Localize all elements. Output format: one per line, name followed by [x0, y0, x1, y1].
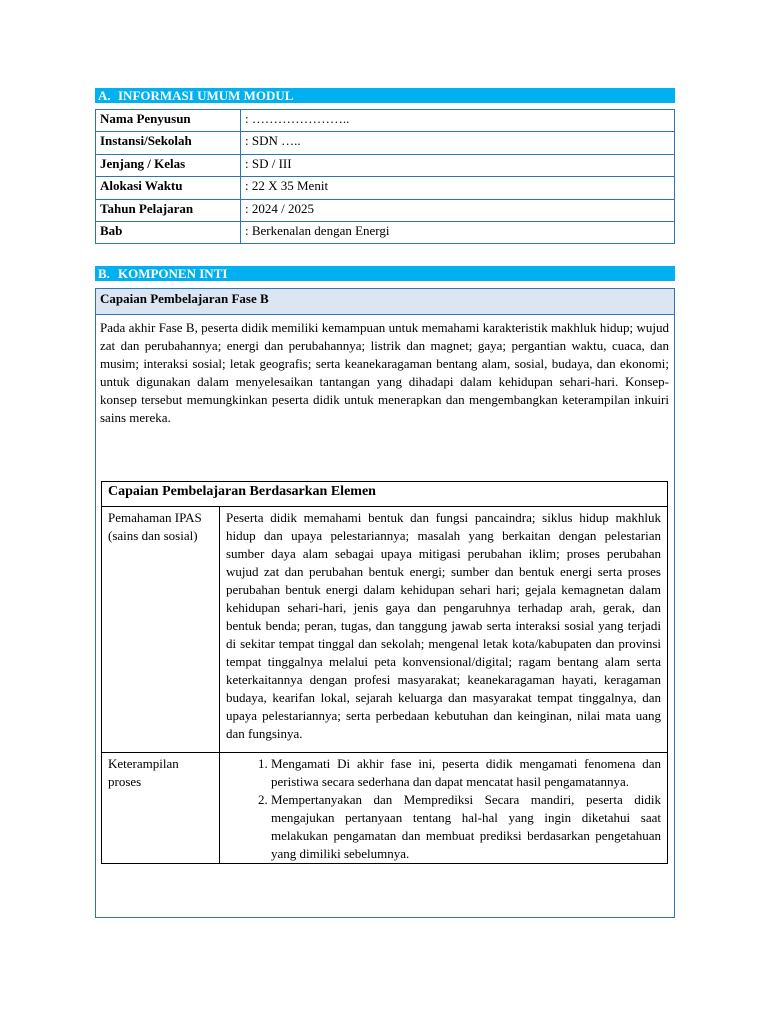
- info-value: : 2024 / 2025: [241, 199, 675, 221]
- section-a-number: A.: [98, 88, 111, 103]
- core-component-box: [95, 288, 675, 918]
- table-row: [96, 199, 675, 221]
- element-table-title: Capaian Pembelajaran Berdasarkan Elemen: [102, 482, 668, 507]
- table-row: [102, 753, 668, 864]
- info-value: : SDN …..: [241, 132, 675, 154]
- element-name: Pemahaman IPAS (sains dan sosial): [102, 507, 220, 753]
- table-row: [96, 132, 675, 154]
- section-a-title: INFORMASI UMUM MODUL: [118, 88, 294, 103]
- info-label: Bab: [96, 221, 241, 243]
- element-description: Peserta didik memahami bentuk dan fungsi pancaindra; siklus hidup makhluk hidup dan upaya pelestariannya; masalah yang berkaitan dengan pelestarian sumber daya alam sebagai upaya mitigasi perubahan iklim; proses perubahan wujud zat dan perubahan bentuk energi; sumber dan bentuk energi serta proses perubahan bentuk energi dalam kehidupan sehari hari; gejala kemagnetan dalam kehidupan sehari-hari, jenis gaya dan pengaruhnya terhadap arah, gerak, dan bentuk benda; peran, tugas, dan tanggung jawab serta interaksi sosial yang terjadi di sekitar tempat tinggal dan sekolah; mengenal letak kota/kabupaten dan provinsi tempat tinggalnya melalui peta konvensional/digital; ragam bentang alam serta keterkaitannya dengan profesi masyarakat; keanekaragaman hayati, keragaman budaya, kearifan lokal, sejarah keluarga dan masyarakat tempat tinggalnya, dan upaya pelestariannya; serta perbedaan kebutuhan dan keinginan, nilai mata uang dan fungsinya.: [220, 507, 668, 753]
- info-label: Jenjang / Kelas: [96, 154, 241, 176]
- info-label: Instansi/Sekolah: [96, 132, 241, 154]
- learning-outcome-text: Pada akhir Fase B, peserta didik memiliki kemampuan untuk memahami karakteristik makhluk hidup; wujud zat dan perubahannya; energi dan perubahannya; listrik dan magnet; gaya; pergantian waktu, cuaca, dan musim; interaksi sosial; letak geografis; serta keanekaragaman bentang alam, sosial, budaya, dan ekonomi; untuk digunakan dalam menyelesaikan tantangan yang dihadapi dalam kehidupan sehari-hari. Konsep-konsep tersebut memungkinkan peserta didik untuk menerapkan dan mengembangkan keterampilan inkuiri sains mereka.: [100, 320, 669, 425]
- section-a-header: [95, 88, 675, 103]
- info-value: : Berkenalan dengan Energi: [241, 221, 675, 243]
- general-info-table: [95, 109, 675, 244]
- section-b-header: [95, 266, 675, 281]
- list-item: 1. Mengamati Di akhir fase ini, peserta didik mengamati fenomena dan peristiwa secara sederhana dan dapat mencatat hasil pengamatannya.: [271, 755, 661, 791]
- element-name: Keterampilan proses: [102, 753, 220, 864]
- learning-outcome-title: Capaian Pembelajaran Fase B: [96, 289, 674, 315]
- info-value: : 22 X 35 Menit: [241, 177, 675, 199]
- list-item: 2. Mempertanyakan dan Memprediksi Secara mandiri, peserta didik mengajukan pertanyaan tentang hal-hal yang ingin diketahui saat melakukan pengamatan dan membuat prediksi berdasarkan pengetahuan yang dimiliki sebelumnya.: [271, 791, 661, 863]
- table-row: [96, 221, 675, 243]
- section-b-title: KOMPONEN INTI: [118, 266, 228, 281]
- table-header-row: [102, 482, 668, 507]
- process-skill-list: [226, 755, 661, 863]
- table-row: [96, 177, 675, 199]
- table-row: [96, 154, 675, 176]
- table-row: [96, 110, 675, 132]
- element-outcome-table: [101, 481, 668, 864]
- table-row: [102, 507, 668, 753]
- info-value: : …………………..: [241, 110, 675, 132]
- element-description: [220, 753, 668, 864]
- info-label: Tahun Pelajaran: [96, 199, 241, 221]
- info-label: Alokasi Waktu: [96, 177, 241, 199]
- info-label: Nama Penyusun: [96, 110, 241, 132]
- info-value: : SD / III: [241, 154, 675, 176]
- section-b-number: B.: [98, 266, 110, 281]
